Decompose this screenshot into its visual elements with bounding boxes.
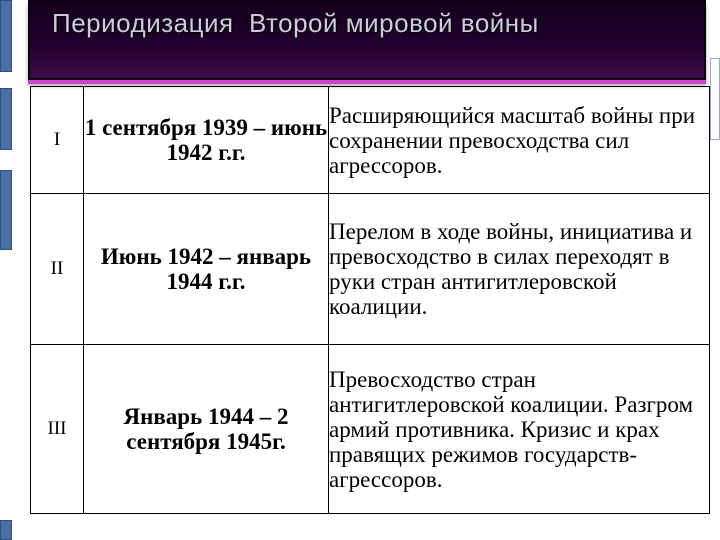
table-row <box>31 345 710 514</box>
period-dates: 1 сентября 1939 – июнь 1942 г.г. <box>84 87 329 194</box>
table-row <box>31 194 710 345</box>
period-description: Перелом в ходе войны, инициатива и превосходство в силах переходят в руки стран антигитлеровской коалиции. <box>329 194 710 345</box>
side-marker-top <box>0 0 12 72</box>
table-row <box>31 87 710 194</box>
right-edge-marker <box>710 58 720 140</box>
periods-table <box>30 86 710 514</box>
period-number: I <box>31 87 84 194</box>
side-marker-bottom <box>0 520 12 540</box>
period-description: Расширяющийся масштаб войны при сохранении превосходства сил агрессоров. <box>329 87 710 194</box>
period-dates: Январь 1944 – 2 сентября 1945г. <box>84 345 329 514</box>
period-number: III <box>31 345 84 514</box>
period-description: Превосходство стран антигитлеровской коалиции. Разгром армий противника. Кризис и крах правящих режимов государств-агрессоров. <box>329 345 710 514</box>
period-dates: Июнь 1942 – январь 1944 г.г. <box>84 194 329 345</box>
period-number: II <box>31 194 84 345</box>
slide-title: Периодизация Второй мировой войны <box>52 8 539 38</box>
side-marker-lower <box>0 170 12 250</box>
side-marker-middle <box>0 88 12 150</box>
title-bar <box>28 0 706 80</box>
